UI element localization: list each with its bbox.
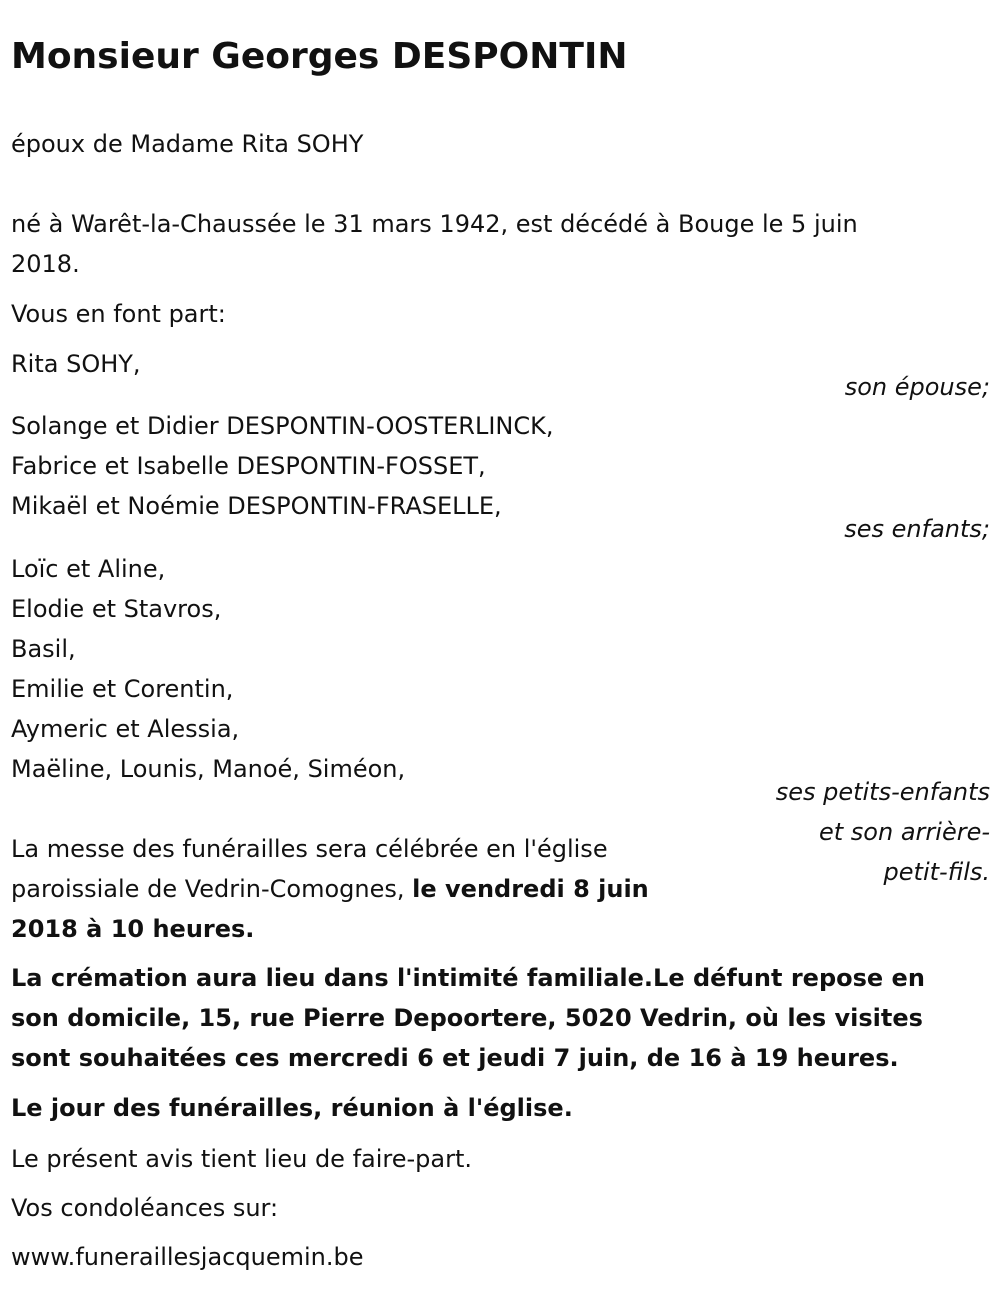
family-grandchild-name: Elodie et Stavros, [11, 595, 222, 623]
condolences-intro: Vos condoléances sur: [11, 1194, 279, 1222]
family-grandchild-name: Emilie et Corentin, [11, 675, 234, 703]
family-grandchild-name: Maëline, Lounis, Manoé, Siméon, [11, 755, 406, 783]
family-grandchildren-role-line: et son arrière- [819, 818, 990, 846]
funeral-day-note: Le jour des funérailles, réunion à l'église. [11, 1094, 573, 1122]
website-link[interactable]: www.funeraillesjacquemin.be [11, 1243, 364, 1271]
birth-death-line-1: né à Warêt-la-Chaussée le 31 mars 1942, est décédé à Bouge le 5 juin [11, 210, 858, 238]
family-grandchild-name: Basil, [11, 635, 76, 663]
family-grandchildren-role-line: ses petits-enfants [775, 778, 990, 806]
mass-date: le vendredi 8 juin [412, 875, 649, 903]
mass-time: 2018 à 10 heures. [11, 915, 255, 943]
cremation-line-1: La crémation aura lieu dans l'intimité familiale.Le défunt repose en [11, 964, 925, 992]
family-spouse-name: Rita SOHY, [11, 350, 141, 378]
cremation-line-2: son domicile, 15, rue Pierre Depoortere, 5020 Vedrin, où les visites [11, 1004, 923, 1032]
announce-intro: Vous en font part: [11, 300, 226, 328]
family-child-name: Fabrice et Isabelle DESPONTIN-FOSSET, [11, 452, 486, 480]
family-child-name: Mikaël et Noémie DESPONTIN-FRASELLE, [11, 492, 502, 520]
mass-line-2 [11, 869, 649, 909]
family-grandchild-name: Loïc et Aline, [11, 555, 166, 583]
family-grandchild-name: Aymeric et Alessia, [11, 715, 240, 743]
family-child-name: Solange et Didier DESPONTIN-OOSTERLINCK, [11, 412, 554, 440]
mass-line-1: La messe des funérailles sera célébrée en l'église [11, 835, 608, 863]
page-title: Monsieur Georges DESPONTIN [11, 36, 628, 77]
notice-text: Le présent avis tient lieu de faire-part. [11, 1145, 473, 1173]
cremation-line-3: sont souhaitées ces mercredi 6 et jeudi 7 juin, de 16 à 19 heures. [11, 1044, 899, 1072]
family-spouse-role: son épouse; [844, 373, 990, 401]
birth-death-line-2: 2018. [11, 250, 80, 278]
family-children-role: ses enfants; [844, 515, 990, 543]
family-grandchildren-role-line: petit-fils. [883, 858, 990, 886]
mass-location: paroissiale de Vedrin-Comognes, [11, 875, 413, 903]
spouse-line: époux de Madame Rita SOHY [11, 130, 364, 158]
